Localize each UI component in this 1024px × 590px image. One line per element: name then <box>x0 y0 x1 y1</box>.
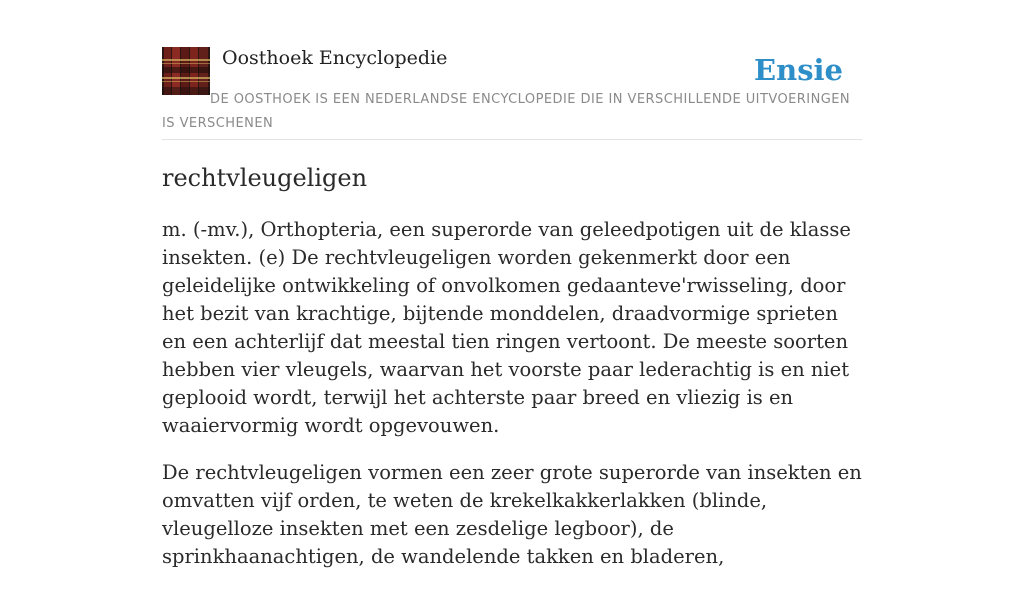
site-header <box>162 0 862 140</box>
article-paragraph: De rechtvleugeligen vormen een zeer grote superorde van insekten en omvatten vijf orden, te weten de krekelkakkerlakken (blinde, vleugelloze insekten met een zesdelige legboor), de sprinkhaanachtigen, de wandelende takken en bladeren, <box>162 461 862 568</box>
site-name[interactable]: Oosthoek Encyclopedie <box>222 47 448 69</box>
article-body <box>162 216 862 590</box>
site-tagline: DE OOSTHOEK IS EEN NEDERLANDSE ENCYCLOPEDIE DIE IN VERSCHILLENDE UITVOERINGEN IS VERSCHENEN <box>162 92 851 131</box>
ensie-logo-link[interactable]: Ensie <box>754 53 843 87</box>
article-title: rechtvleugeligen <box>162 164 368 192</box>
article-paragraph: m. (-mv.), Orthopteria, een superorde van geleedpotigen uit de klasse insekten. (e) De rechtvleugeligen worden gekenmerkt door een geleidelijke ontwikkeling of onvolkomen gedaanteve'rwisseling, door het bezit van krachtige, bijtende monddelen, draadvormige sprieten en een achterlijf dat meestal tien ringen vertoont. De meeste soorten hebben vier vleugels, waarvan het voorste paar lederachtig is en niet geplooid wordt, terwijl het achterste paar breed en vliezig is en waaiervormig wordt opgevouwen. <box>162 218 851 437</box>
content-container <box>162 0 862 568</box>
